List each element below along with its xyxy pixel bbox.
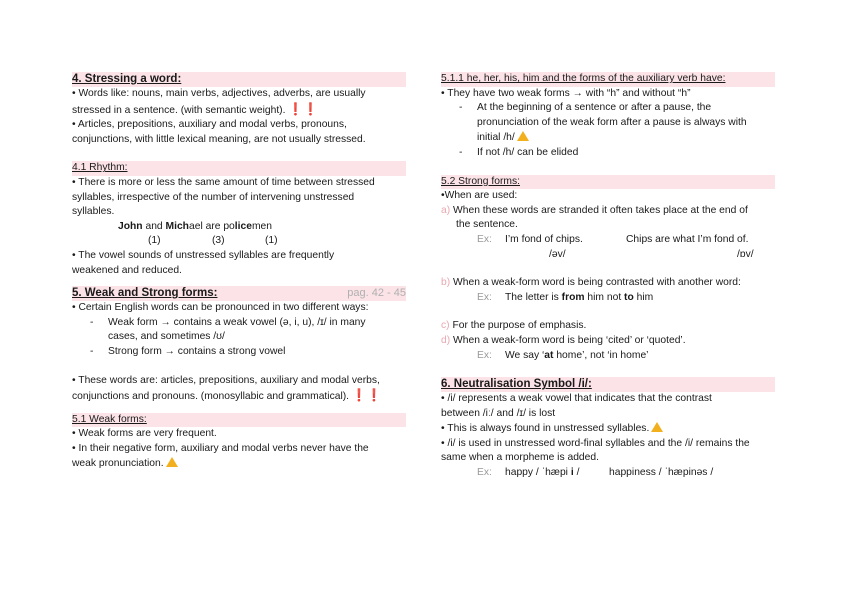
example-text: I’m fond of chips.: [505, 233, 583, 245]
stressed-syllable: lice: [234, 220, 252, 232]
section-4-title: 4. Stressing a word:: [72, 72, 406, 87]
example-line: [441, 349, 775, 364]
text-line: [72, 456, 406, 472]
text-line: • In their negative form, auxiliary and modal verbs never have the: [72, 442, 369, 454]
example-text: Chips are what I’m fond of.: [626, 233, 749, 245]
list-item-b: [441, 276, 775, 291]
text: • This is always found in unstressed syllables.: [441, 423, 650, 435]
text: him: [633, 291, 654, 303]
text-line: • Weak forms are very frequent.: [72, 428, 217, 440]
list-letter: b): [441, 277, 451, 289]
text-line: [72, 102, 406, 119]
stressed-syllable: John: [118, 220, 143, 232]
list-letter: c): [441, 320, 450, 332]
ex-label: Ex:: [477, 233, 492, 245]
text-line: • Certain English words can be pronounced in two different ways:: [72, 302, 369, 314]
section-5-1-1-title: 5.1.1 he, her, his, him and the forms of the auxiliary verb have:: [441, 72, 775, 87]
left-column: [72, 72, 406, 472]
text: stressed in a sentence. (with semantic weight).: [72, 104, 286, 116]
text-line: [441, 130, 775, 146]
text: men: [251, 220, 273, 232]
text: If not /h/ can be elided: [477, 146, 579, 158]
text-line: cases, and sometimes /ʊ/: [108, 331, 225, 343]
text-line: •When are used:: [441, 190, 518, 202]
text-line: conjunctions, with little lexical meaning, are not usually stressed.: [72, 133, 366, 145]
count: (1): [148, 235, 161, 247]
text: conjunctions and pronouns. (monosyllabic and grammatical).: [72, 391, 350, 403]
exclamation-icon: ❗❗: [288, 101, 319, 116]
text: When a weak-form word is being ‘cited’ or ‘quoted’.: [450, 334, 686, 346]
text: initial /h/: [477, 132, 515, 144]
text: happy / ˈhæpi: [505, 467, 568, 479]
text-line: [72, 388, 406, 405]
text: Strong form → contains a strong vowel: [108, 345, 286, 357]
dash-item: - At the beginning of a sentence or after a pause, the: [459, 102, 712, 114]
section-6-title: 6. Neutralisation Symbol /i/:: [441, 377, 775, 392]
warning-icon: [517, 131, 529, 141]
section-4-1-title: 4.1 Rhythm:: [72, 161, 406, 176]
text: home’, not ‘in home’: [553, 349, 649, 361]
emphasis: i: [567, 467, 574, 479]
warning-icon: [166, 457, 178, 467]
example-line: [441, 466, 775, 481]
text-line: pronunciation of the weak form after a pause is always with: [477, 116, 747, 128]
section-5-2-title: 5.2 Strong forms:: [441, 175, 775, 190]
ex-label: Ex:: [477, 291, 492, 303]
example-line: [441, 233, 775, 248]
text-line: • Articles, prepositions, auxiliary and modal verbs, pronouns,: [72, 119, 347, 131]
text-line: • /i/ represents a weak vowel that indicates that the contrast: [441, 393, 712, 405]
warning-icon: [651, 422, 663, 432]
text: ael are po: [188, 220, 235, 232]
text: When these words are stranded it often takes place at the end of: [450, 204, 748, 216]
exclamation-icon: ❗❗: [351, 388, 382, 403]
count: (1): [265, 235, 278, 247]
phonetic: /əv/: [549, 248, 566, 260]
text-line: the sentence.: [456, 219, 518, 231]
phonetic: /ɒv/: [737, 248, 754, 260]
ex-label: Ex:: [477, 349, 492, 361]
text-line: • These words are: articles, prepositions, auxiliary and modal verbs,: [72, 374, 380, 386]
list-letter: d): [441, 334, 451, 346]
text-line: same when a morpheme is added.: [441, 452, 599, 464]
list-item-c: [441, 319, 775, 334]
text: Weak form → contains a weak vowel (ə, i, u), /ɪ/ in many: [108, 316, 366, 328]
rhythm-example: [72, 220, 406, 235]
example-text: [505, 466, 579, 481]
dash-item: - Strong form → contains a strong vowel: [90, 345, 286, 357]
section-5-title: [72, 286, 406, 301]
text-line: [441, 421, 775, 437]
title-text: 5. Weak and Strong forms:: [72, 287, 218, 300]
text-line: syllables, irrespective of the number of intervening unstressed: [72, 191, 355, 203]
text: weak pronunciation.: [72, 458, 164, 470]
emphasis: at: [544, 349, 554, 361]
right-column: [441, 72, 775, 481]
text-line: • There is more or less the same amount of time between stressed: [72, 176, 375, 188]
text: him not: [584, 291, 625, 303]
list-item-a: [441, 204, 775, 219]
text-line: syllables.: [72, 206, 115, 218]
text: The letter is: [505, 291, 562, 303]
text: We say ‘: [505, 349, 545, 361]
emphasis: from: [561, 291, 585, 303]
rhythm-counts: [72, 234, 406, 249]
phonetic-line: [441, 248, 775, 263]
section-5-1-title: 5.1 Weak forms:: [72, 413, 406, 428]
list-letter: a): [441, 204, 451, 216]
count: (3): [212, 235, 225, 247]
text-line: • Words like: nouns, main verbs, adjectives, adverbs, are usually: [72, 88, 366, 99]
text: /: [573, 467, 580, 479]
emphasis: to: [624, 291, 634, 303]
text-line: • The vowel sounds of unstressed syllables are frequently: [72, 249, 335, 261]
ex-label: Ex:: [477, 467, 492, 479]
dash-item: - Weak form → contains a weak vowel (ə, i, u), /ɪ/ in many: [90, 316, 366, 328]
example-line: [441, 291, 775, 306]
text-line: between /iː/ and /ɪ/ is lost: [441, 407, 556, 419]
text-line: • They have two weak forms → with “h” and without “h”: [441, 87, 691, 99]
example-text: happiness / ˈhæpinəs /: [609, 467, 714, 479]
list-item-d: [441, 334, 775, 349]
page-reference: pag. 42 - 45: [347, 287, 406, 300]
text: For the purpose of emphasis.: [449, 320, 587, 332]
text: and: [142, 220, 166, 232]
text: At the beginning of a sentence or after a pause, the: [477, 102, 712, 114]
text-line: weakened and reduced.: [72, 264, 182, 276]
text-line: • /i/ is used in unstressed word-final syllables and the /i/ remains the: [441, 437, 750, 449]
dash-item: - If not /h/ can be elided: [459, 146, 579, 158]
text: When a weak-form word is being contrasted with another word:: [450, 277, 741, 289]
stressed-syllable: Mich: [165, 220, 189, 232]
